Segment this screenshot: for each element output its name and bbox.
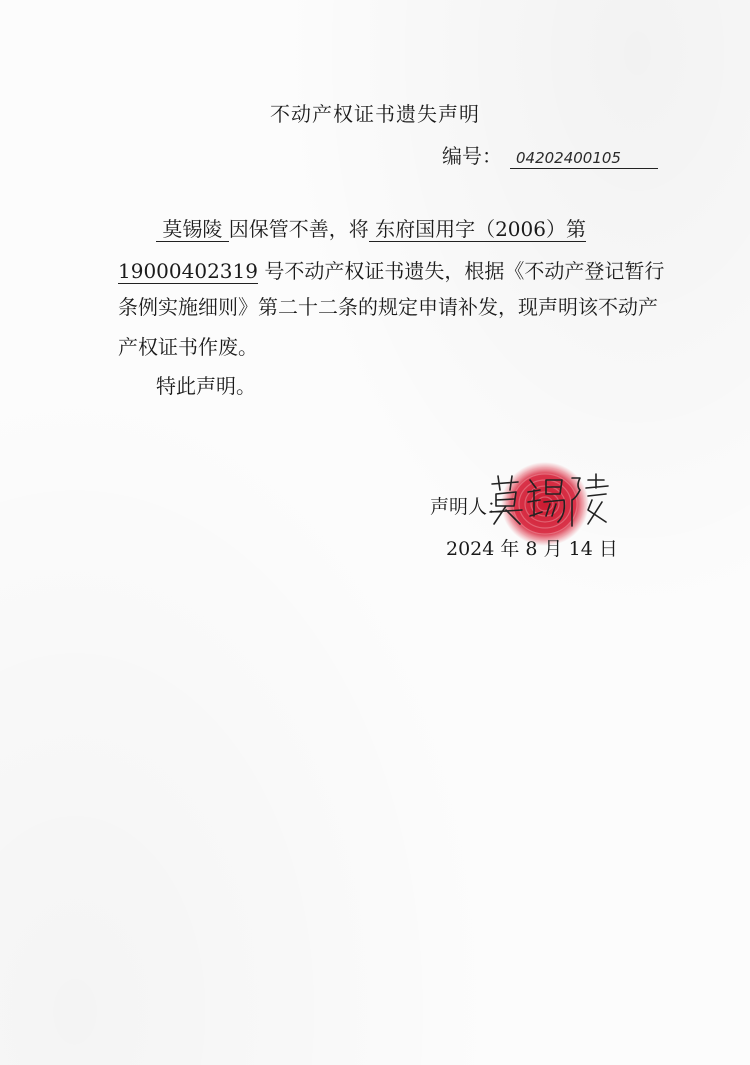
serial-label: 编号： bbox=[442, 144, 502, 168]
body-text-2: 号不动产权证书遗失，根据《不动产登记暂行 bbox=[264, 259, 665, 283]
body-text-1: 因保管不善，将 bbox=[228, 217, 369, 241]
serial-value: 04202400105 bbox=[510, 148, 658, 169]
serial-number-row bbox=[442, 140, 658, 169]
certificate-reference: 东府国用字（2006）第 bbox=[369, 217, 586, 242]
owner-name: 莫锡陵 bbox=[156, 217, 229, 242]
body-line-4: 产权证书作废。 bbox=[118, 335, 258, 359]
closing-statement: 特此声明。 bbox=[156, 374, 256, 398]
body-line-2 bbox=[118, 258, 664, 284]
declarant-label: 声明人： bbox=[430, 496, 507, 518]
body-line-3: 条例实施细则》第二十二条的规定申请补发，现声明该不动产 bbox=[118, 295, 658, 319]
declaration-date: 2024 年 8 月 14 日 bbox=[446, 538, 618, 560]
declarant-line bbox=[430, 492, 506, 519]
body-line-1 bbox=[118, 216, 586, 242]
document-title: 不动产权证书遗失声明 bbox=[270, 102, 480, 126]
certificate-number: 19000402319 bbox=[118, 259, 258, 283]
